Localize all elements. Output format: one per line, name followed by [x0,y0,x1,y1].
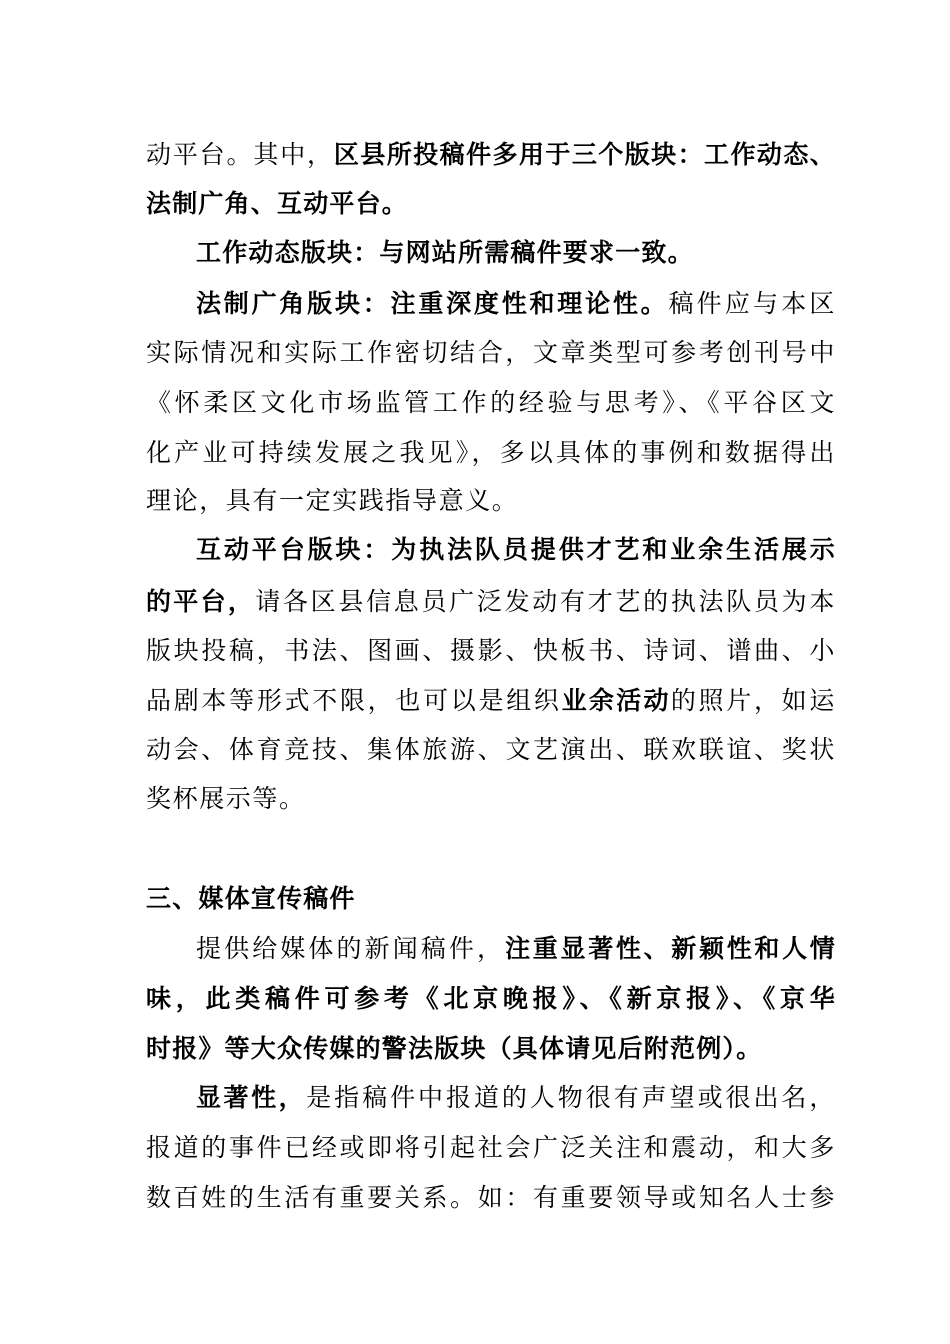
text-run: 稿件应与本区 [668,289,836,318]
text-run: 品剧本等形式不限，也可以是组织 [146,686,562,715]
text-run: 《怀柔区文化市场监管工作的经验与思考》、《平谷区文 [146,388,836,417]
text-run: 请各区县信息员广泛发动有才艺的执法队员为本 [255,587,836,616]
paragraph-line [146,386,836,420]
bold-run: 味，此类稿件可参考《北京晚报》、《新京报》、《京华 [146,984,836,1013]
paragraph-line [146,436,836,470]
paragraph-line [146,1032,836,1066]
paragraph-line [196,533,836,567]
paragraph-line [196,1081,836,1115]
heading-text: 三、媒体宣传稿件 [146,884,356,913]
bold-run: 区县所投稿件多用于三个版块：工作动态、 [333,140,837,169]
bold-run: 工作动态版块：与网站所需稿件要求一致。 [196,238,694,267]
bold-run: 法制广角、互动平台。 [146,189,409,218]
bold-run: 业余活动 [561,686,671,715]
text-run: 报道的事件已经或即将引起社会广泛关注和震动，和大多 [146,1133,836,1162]
paragraph-line [146,782,836,816]
text-run: 提供给媒体的新闻稿件， [196,934,506,963]
text-run: 动平台。其中， [146,140,334,169]
text-run: 化产业可持续发展之我见》，多以具体的事例和数据得出 [146,438,836,467]
section-heading [146,882,836,916]
bold-run: 法制广角版块：注重深度性和理论性。 [196,289,669,318]
text-run: 奖杯展示等。 [146,784,306,813]
paragraph-line [146,138,836,172]
paragraph-line [146,634,836,668]
bold-run: 注重显著性、新颖性和人情 [505,934,836,963]
paragraph-line [196,236,836,270]
bold-run: 互动平台版块：为执法队员提供才艺和业余生活展示 [196,535,836,564]
paragraph-line [146,982,836,1016]
text-run: 版块投稿，书法、图画、摄影、快板书、诗词、谱曲、小 [146,636,836,665]
text-run: 动会、体育竞技、集体旅游、文艺演出、联欢联谊、奖状 [146,735,836,764]
paragraph-line [146,585,836,619]
bold-run: 显著性， [196,1083,307,1112]
paragraph-line [196,932,836,966]
paragraph-line [146,733,836,767]
paragraph-line [146,484,836,518]
bold-run: 的平台， [146,587,256,616]
text-run: 理论，具有一定实践指导意义。 [146,486,519,515]
text-run: 的照片，如运 [670,686,836,715]
paragraph-line [196,287,836,321]
bold-run: 时报》等大众传媒的警法版块（具体请见后附范例）。 [146,1034,763,1063]
text-run: 是指稿件中报道的人物很有声望或很出名， [306,1083,836,1112]
paragraph-line [146,684,836,718]
paragraph-line [146,1131,836,1165]
paragraph-line [146,1181,836,1215]
text-run: 实际情况和实际工作密切结合，文章类型可参考创刊号中 [146,338,836,367]
paragraph-line [146,336,836,370]
text-run: 数百姓的生活有重要关系。如：有重要领导或知名人士参 [146,1183,836,1212]
paragraph-line [146,187,836,221]
